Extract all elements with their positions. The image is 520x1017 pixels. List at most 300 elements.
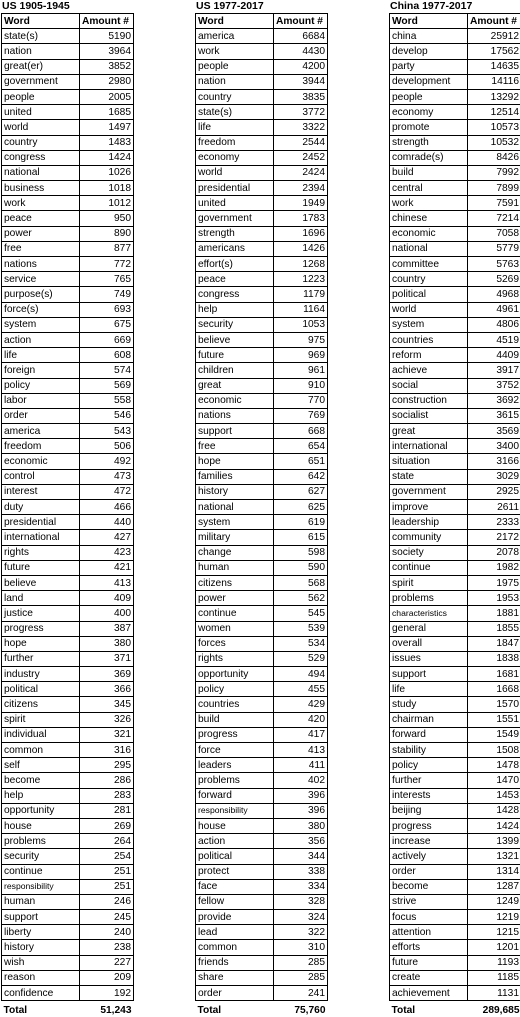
- table-row: [196, 743, 328, 758]
- word-cell: believe: [2, 575, 80, 590]
- word-cell: economic: [196, 393, 274, 408]
- amount-cell: 328: [274, 894, 328, 909]
- word-cell: economic: [390, 226, 468, 241]
- table-row: [2, 910, 134, 925]
- table-row: [2, 89, 134, 104]
- table-row: [196, 272, 328, 287]
- word-cell: protect: [196, 864, 274, 879]
- table-row: [196, 667, 328, 682]
- word-cell: system: [196, 515, 274, 530]
- word-cell: spirit: [390, 575, 468, 590]
- amount-cell: 6684: [274, 29, 328, 44]
- table-row: [390, 332, 520, 347]
- word-cell: labor: [2, 393, 80, 408]
- word-cell: history: [196, 484, 274, 499]
- table-row: [390, 651, 520, 666]
- amount-cell: 13292: [468, 89, 520, 104]
- word-cell: order: [2, 408, 80, 423]
- amount-cell: 1223: [274, 272, 328, 287]
- word-cell: work: [2, 196, 80, 211]
- word-cell: achievement: [390, 986, 468, 1001]
- word-cell: human: [2, 894, 80, 909]
- table-row: [196, 727, 328, 742]
- amount-cell: 1219: [468, 910, 520, 925]
- amount-cell: 5779: [468, 241, 520, 256]
- word-cell: forward: [390, 727, 468, 742]
- amount-cell: 3852: [80, 59, 134, 74]
- word-cell: action: [196, 834, 274, 849]
- table-row: [390, 393, 520, 408]
- table-block-us-1977-2017: [195, 0, 327, 1017]
- table-row: [196, 560, 328, 575]
- amount-cell: 3692: [468, 393, 520, 408]
- table-row: [2, 818, 134, 833]
- word-cell: further: [390, 773, 468, 788]
- word-cell: problems: [390, 591, 468, 606]
- word-cell: china: [390, 29, 468, 44]
- word-cell: americans: [196, 241, 274, 256]
- word-cell: provide: [196, 910, 274, 925]
- table-row: [2, 408, 134, 423]
- word-cell: economic: [2, 454, 80, 469]
- amount-cell: 238: [80, 940, 134, 955]
- word-cell: interest: [2, 484, 80, 499]
- table-row: [390, 211, 520, 226]
- amount-cell: 4430: [274, 44, 328, 59]
- amount-cell: 240: [80, 925, 134, 940]
- word-cell: families: [196, 469, 274, 484]
- total-row: [2, 1001, 134, 1017]
- word-cell: security: [2, 849, 80, 864]
- word-cell: history: [2, 940, 80, 955]
- table-row: [196, 910, 328, 925]
- amount-cell: 1838: [468, 651, 520, 666]
- word-cell: state: [390, 469, 468, 484]
- amount-cell: 642: [274, 469, 328, 484]
- word-cell: america: [2, 424, 80, 439]
- table-row: [196, 970, 328, 985]
- amount-cell: 1483: [80, 135, 134, 150]
- word-cell: industry: [2, 667, 80, 682]
- amount-cell: 417: [274, 727, 328, 742]
- table-row: [2, 727, 134, 742]
- word-cell: free: [2, 241, 80, 256]
- word-cell: become: [2, 773, 80, 788]
- amount-cell: 1949: [274, 196, 328, 211]
- table-row: [196, 89, 328, 104]
- table-row: [2, 105, 134, 120]
- word-cell: country: [390, 272, 468, 287]
- table-row: [196, 712, 328, 727]
- word-column-header: Word: [196, 14, 274, 29]
- amount-cell: 254: [80, 849, 134, 864]
- table-row: [2, 287, 134, 302]
- table-row: [196, 393, 328, 408]
- amount-cell: 1185: [468, 970, 520, 985]
- table-row: [390, 44, 520, 59]
- word-cell: efforts: [390, 940, 468, 955]
- amount-cell: 1399: [468, 834, 520, 849]
- word-cell: believe: [196, 332, 274, 347]
- table-row: [196, 803, 328, 818]
- amount-cell: 1268: [274, 257, 328, 272]
- table-row: [196, 165, 328, 180]
- table-block-china-1977-2017: [389, 0, 520, 1017]
- amount-cell: 1696: [274, 226, 328, 241]
- word-cell: effort(s): [196, 257, 274, 272]
- amount-cell: 1668: [468, 682, 520, 697]
- word-cell: wish: [2, 955, 80, 970]
- amount-cell: 1018: [80, 181, 134, 196]
- amount-cell: 369: [80, 667, 134, 682]
- word-cell: central: [390, 181, 468, 196]
- amount-cell: 4961: [468, 302, 520, 317]
- amount-cell: 961: [274, 363, 328, 378]
- amount-cell: 3917: [468, 363, 520, 378]
- amount-cell: 324: [274, 910, 328, 925]
- amount-cell: 1201: [468, 940, 520, 955]
- word-column-header: Word: [2, 14, 80, 29]
- table-row: [196, 788, 328, 803]
- amount-cell: 1685: [80, 105, 134, 120]
- amount-cell: 1508: [468, 743, 520, 758]
- table-row: [2, 636, 134, 651]
- word-cell: citizens: [2, 697, 80, 712]
- amount-cell: 7899: [468, 181, 520, 196]
- table-row: [2, 393, 134, 408]
- amount-cell: 627: [274, 484, 328, 499]
- table-row: [2, 606, 134, 621]
- table-row: [2, 894, 134, 909]
- table-row: [2, 257, 134, 272]
- amount-cell: 402: [274, 773, 328, 788]
- table-row: [390, 120, 520, 135]
- table-row: [196, 454, 328, 469]
- word-cell: presidential: [196, 181, 274, 196]
- table-row: [196, 818, 328, 833]
- word-cell: leadership: [390, 515, 468, 530]
- table-row: [2, 940, 134, 955]
- amount-cell: 1470: [468, 773, 520, 788]
- amount-cell: 4968: [468, 287, 520, 302]
- amount-cell: 2611: [468, 500, 520, 515]
- word-cell: attention: [390, 925, 468, 940]
- table-row: [2, 484, 134, 499]
- word-cell: house: [2, 818, 80, 833]
- table-row: [2, 196, 134, 211]
- amount-cell: 568: [274, 575, 328, 590]
- amount-cell: 411: [274, 758, 328, 773]
- table-row: [196, 226, 328, 241]
- word-cell: continue: [2, 864, 80, 879]
- table-row: [390, 484, 520, 499]
- word-cell: countries: [390, 332, 468, 347]
- table-row: [2, 545, 134, 560]
- amount-cell: 1314: [468, 864, 520, 879]
- word-cell: overall: [390, 636, 468, 651]
- word-cell: duty: [2, 500, 80, 515]
- table-row: [196, 849, 328, 864]
- word-cell: situation: [390, 454, 468, 469]
- amount-cell: 619: [274, 515, 328, 530]
- amount-cell: 356: [274, 834, 328, 849]
- word-cell: help: [2, 788, 80, 803]
- word-cell: promote: [390, 120, 468, 135]
- table-row: [196, 940, 328, 955]
- table-row: [390, 970, 520, 985]
- word-cell: liberty: [2, 925, 80, 940]
- amount-cell: 3322: [274, 120, 328, 135]
- word-cell: country: [196, 89, 274, 104]
- amount-cell: 420: [274, 712, 328, 727]
- table-row: [196, 530, 328, 545]
- table-row: [196, 287, 328, 302]
- amount-cell: 440: [80, 515, 134, 530]
- table-row: [2, 575, 134, 590]
- table-row: [2, 970, 134, 985]
- word-cell: problems: [196, 773, 274, 788]
- word-cell: focus: [390, 910, 468, 925]
- table-row: [390, 606, 520, 621]
- amount-cell: 396: [274, 803, 328, 818]
- word-cell: power: [196, 591, 274, 606]
- word-cell: land: [2, 591, 80, 606]
- word-cell: achieve: [390, 363, 468, 378]
- word-cell: issues: [390, 651, 468, 666]
- word-cell: power: [2, 226, 80, 241]
- word-cell: progress: [2, 621, 80, 636]
- amount-cell: 7992: [468, 165, 520, 180]
- word-cell: construction: [390, 393, 468, 408]
- word-cell: further: [2, 651, 80, 666]
- amount-cell: 1053: [274, 317, 328, 332]
- word-cell: nations: [2, 257, 80, 272]
- word-cell: women: [196, 621, 274, 636]
- table-row: [2, 560, 134, 575]
- table-row: [390, 834, 520, 849]
- word-cell: support: [390, 667, 468, 682]
- word-cell: interests: [390, 788, 468, 803]
- amount-cell: 569: [80, 378, 134, 393]
- amount-cell: 264: [80, 834, 134, 849]
- word-cell: national: [196, 500, 274, 515]
- word-cell: policy: [2, 378, 80, 393]
- amount-cell: 1881: [468, 606, 520, 621]
- word-cell: united: [196, 196, 274, 211]
- amount-cell: 281: [80, 803, 134, 818]
- word-cell: political: [390, 287, 468, 302]
- table-row: [390, 515, 520, 530]
- amount-cell: 17562: [468, 44, 520, 59]
- table-row: [2, 667, 134, 682]
- amount-cell: 12514: [468, 105, 520, 120]
- word-cell: house: [196, 818, 274, 833]
- table-row: [196, 332, 328, 347]
- word-cell: united: [2, 105, 80, 120]
- word-cell: human: [196, 560, 274, 575]
- amount-cell: 4200: [274, 59, 328, 74]
- word-cell: increase: [390, 834, 468, 849]
- table-row: [390, 560, 520, 575]
- table-row: [2, 302, 134, 317]
- amount-cell: 3615: [468, 408, 520, 423]
- table-row: [2, 758, 134, 773]
- table-row: [390, 727, 520, 742]
- word-cell: opportunity: [196, 667, 274, 682]
- table-row: [2, 181, 134, 196]
- word-column-header: Word: [390, 14, 468, 29]
- word-cell: order: [196, 986, 274, 1001]
- amount-cell: 562: [274, 591, 328, 606]
- word-cell: study: [390, 697, 468, 712]
- amount-cell: 2925: [468, 484, 520, 499]
- amount-cell: 5269: [468, 272, 520, 287]
- word-cell: foreign: [2, 363, 80, 378]
- total-label: Total: [390, 1001, 468, 1017]
- amount-cell: 1975: [468, 575, 520, 590]
- table-row: [390, 743, 520, 758]
- table-row: [2, 332, 134, 347]
- amount-cell: 409: [80, 591, 134, 606]
- table-row: [196, 241, 328, 256]
- amount-cell: 1953: [468, 591, 520, 606]
- amount-cell: 8426: [468, 150, 520, 165]
- amount-cell: 2005: [80, 89, 134, 104]
- amount-cell: 10573: [468, 120, 520, 135]
- amount-cell: 1179: [274, 287, 328, 302]
- word-cell: progress: [390, 818, 468, 833]
- table-row: [2, 773, 134, 788]
- amount-cell: 969: [274, 348, 328, 363]
- word-cell: improve: [390, 500, 468, 515]
- word-cell: world: [2, 120, 80, 135]
- word-cell: develop: [390, 44, 468, 59]
- table-row: [390, 500, 520, 515]
- word-cell: system: [2, 317, 80, 332]
- word-cell: political: [2, 682, 80, 697]
- amount-cell: 345: [80, 697, 134, 712]
- amount-cell: 558: [80, 393, 134, 408]
- word-cell: action: [2, 332, 80, 347]
- word-cell: forces: [196, 636, 274, 651]
- word-cell: freedom: [196, 135, 274, 150]
- table-row: [2, 135, 134, 150]
- total-value: 289,685: [468, 1001, 520, 1017]
- table-row: [390, 287, 520, 302]
- word-cell: force(s): [2, 302, 80, 317]
- table-row: [196, 955, 328, 970]
- word-frequency-table: [389, 13, 520, 1017]
- amount-cell: 590: [274, 560, 328, 575]
- word-cell: help: [196, 302, 274, 317]
- table-row: [196, 348, 328, 363]
- table-row: [196, 651, 328, 666]
- header-row: [390, 14, 520, 29]
- amount-cell: 427: [80, 530, 134, 545]
- amount-cell: 4409: [468, 348, 520, 363]
- amount-cell: 429: [274, 697, 328, 712]
- amount-cell: 209: [80, 970, 134, 985]
- table-row: [390, 894, 520, 909]
- word-cell: order: [390, 864, 468, 879]
- word-cell: responsibility: [196, 803, 274, 818]
- amount-cell: 1426: [274, 241, 328, 256]
- table-row: [390, 575, 520, 590]
- amount-cell: 3752: [468, 378, 520, 393]
- table-row: [196, 773, 328, 788]
- word-cell: rights: [196, 651, 274, 666]
- table-row: [390, 955, 520, 970]
- table-row: [196, 408, 328, 423]
- table-row: [2, 986, 134, 1001]
- word-cell: share: [196, 970, 274, 985]
- word-cell: country: [2, 135, 80, 150]
- table-row: [2, 743, 134, 758]
- table-row: [390, 363, 520, 378]
- word-cell: social: [390, 378, 468, 393]
- table-row: [196, 302, 328, 317]
- amount-cell: 2333: [468, 515, 520, 530]
- table-row: [390, 165, 520, 180]
- amount-cell: 472: [80, 484, 134, 499]
- table-row: [390, 454, 520, 469]
- table-row: [2, 591, 134, 606]
- table-row: [390, 150, 520, 165]
- word-cell: self: [2, 758, 80, 773]
- word-cell: characteristics: [390, 606, 468, 621]
- table-row: [2, 651, 134, 666]
- word-cell: america: [196, 29, 274, 44]
- word-cell: government: [2, 74, 80, 89]
- table-row: [390, 788, 520, 803]
- word-cell: countries: [196, 697, 274, 712]
- word-cell: face: [196, 879, 274, 894]
- amount-cell: 1026: [80, 165, 134, 180]
- amount-cell: 598: [274, 545, 328, 560]
- amount-cell: 651: [274, 454, 328, 469]
- amount-cell: 241: [274, 986, 328, 1001]
- word-cell: future: [2, 560, 80, 575]
- amount-cell: 3835: [274, 89, 328, 104]
- table-row: [2, 697, 134, 712]
- amount-cell: 494: [274, 667, 328, 682]
- amount-cell: 1453: [468, 788, 520, 803]
- amount-cell: 387: [80, 621, 134, 636]
- amount-cell: 7591: [468, 196, 520, 211]
- amount-cell: 543: [80, 424, 134, 439]
- table-row: [2, 74, 134, 89]
- word-cell: society: [390, 545, 468, 560]
- table-row: [196, 105, 328, 120]
- table-title: US 1977-2017: [195, 0, 327, 13]
- word-cell: security: [196, 317, 274, 332]
- amount-cell: 455: [274, 682, 328, 697]
- amount-cell: 492: [80, 454, 134, 469]
- word-cell: national: [2, 165, 80, 180]
- table-row: [2, 500, 134, 515]
- amount-cell: 3944: [274, 74, 328, 89]
- table-row: [196, 439, 328, 454]
- table-row: [2, 788, 134, 803]
- word-cell: force: [196, 743, 274, 758]
- word-cell: peace: [2, 211, 80, 226]
- table-row: [196, 591, 328, 606]
- word-cell: problems: [2, 834, 80, 849]
- header-row: [196, 14, 328, 29]
- amount-cell: 506: [80, 439, 134, 454]
- amount-cell: 1847: [468, 636, 520, 651]
- table-row: [390, 591, 520, 606]
